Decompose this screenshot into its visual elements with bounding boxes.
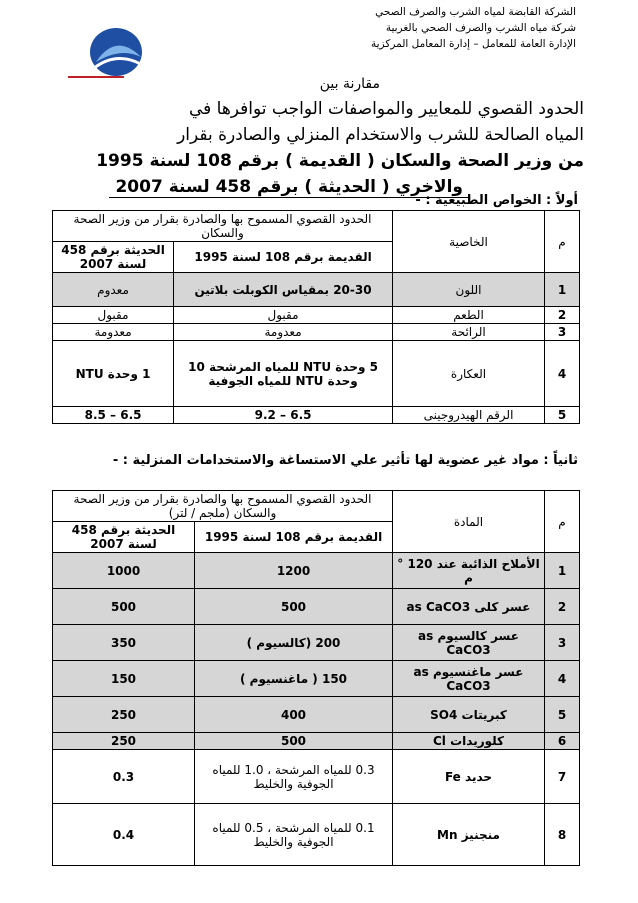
header-property: الخاصية (393, 211, 545, 273)
header-limits: الحدود القصوي المسموح بها والصادرة بقرار من وزير الصحة والسكان (53, 211, 393, 242)
header-old: القديمة برقم 108 لسنة 1995 (195, 522, 393, 553)
table-row: 5 كبريتات SO4 400 250 (53, 697, 580, 733)
table-row: 1 الأملاح الذائبة عند 120 ° م 1200 1000 (53, 553, 580, 589)
title-line-1: الحدود القصوي للمعايير والمواصفات الواجب توافرها في (188, 99, 584, 119)
org-line-3: الإدارة العامة للمعامل – إدارة المعامل المركزية (370, 38, 576, 50)
company-logo (66, 22, 156, 92)
header-old: القديمة برقم 108 لسنة 1995 (174, 242, 393, 273)
table-row: 4 عسر ماغنسيوم as CaCO3 150 ( ماغنسيوم ) 150 (53, 661, 580, 697)
table-row: 3 عسر كالسيوم as CaCO3 200 (كالسيوم ) 350 (53, 625, 580, 661)
table-row: 7 حديد Fe 0.3 للمياه المرشحة ، 1.0 للمياه الجوفية والخليط 0.3 (53, 750, 580, 804)
compare-label: مقارنة بين (319, 76, 380, 92)
physical-properties-table (52, 210, 580, 424)
org-line-1: الشركة القابضة لمياه الشرب والصرف الصحي (375, 6, 576, 18)
table-row: 3 الرائحة معدومة معدومة (53, 324, 580, 341)
table-row: 5 الرقم الهيدروجينى 6.5 – 9.2 6.5 – 8.5 (53, 407, 580, 424)
org-line-2: شركة مياه الشرب والصرف الصحي بالغربية (385, 22, 576, 34)
title-line-4: والاخري ( الحديثة ) برقم 458 لسنة 2007 (109, 177, 469, 198)
title-line-2: المياه الصالحة للشرب والاستخدام المنزلي والصادرة بقرار (177, 125, 584, 145)
header-num: م (545, 211, 580, 273)
table-row: 6 كلوريدات Cl 500 250 (53, 733, 580, 750)
organization-header (371, 4, 576, 52)
table-row: 8 منجنيز Mn 0.1 للمياه المرشحة ، 0.5 للمياه الجوفية والخليط 0.4 (53, 804, 580, 866)
table-row: 2 عسر كلى as CaCO3 500 500 (53, 589, 580, 625)
table-row: 2 الطعم مقبول مقبول (53, 307, 580, 324)
table-row: 4 العكارة 5 وحدة NTU للمياه المرشحة 10 وحدة NTU للمياه الجوفية 1 وحدة NTU (53, 341, 580, 407)
table-row: 1 اللون 20-30 بمقياس الكوبلت بلاتين معدوم (53, 273, 580, 307)
title-line-3: من وزير الصحة والسكان ( القديمة ) برقم 108 لسنة 1995 (96, 151, 584, 171)
section-2-title: ثانياً : مواد غير عضوية لها تأثير علي الاستساغة والاستخدامات المنزلية : - (112, 453, 578, 468)
header-new: الحديثة برقم 458 لسنة 2007 (53, 522, 195, 553)
header-new: الحديثة برقم 458 لسنة 2007 (53, 242, 174, 273)
section-1-title: أولاً : الخواص الطبيعية : - (415, 193, 578, 208)
header-num: م (545, 491, 580, 553)
inorganic-substances-table (52, 490, 580, 866)
header-item: المادة (393, 491, 545, 553)
document-title (44, 96, 584, 200)
header-limits: الحدود القصوي المسموح بها والصادرة بقرار من وزير الصحة والسكان (ملجم / لتر) (53, 491, 393, 522)
